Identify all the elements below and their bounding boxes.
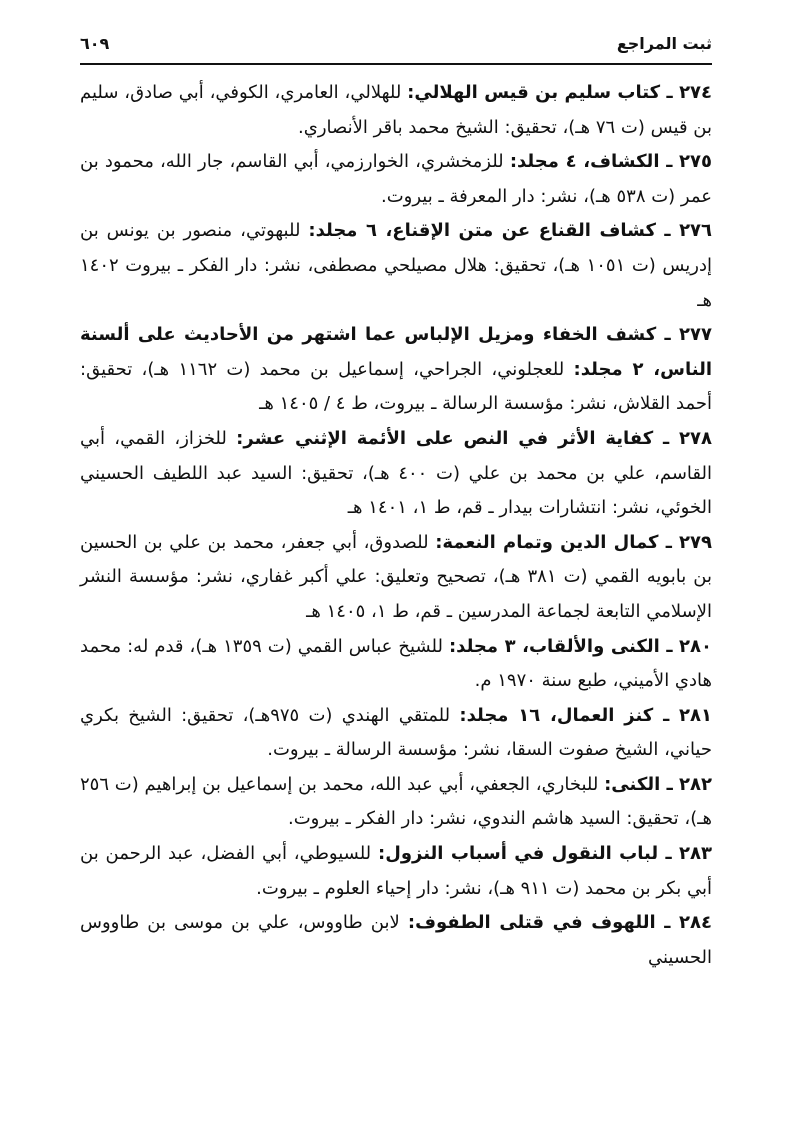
entry-title: لباب النقول في أسباب النزول: — [378, 843, 659, 865]
header-divider — [80, 63, 712, 65]
reference-entry-280 — [80, 630, 712, 699]
reference-entry-274 — [80, 76, 712, 145]
reference-entry-276 — [80, 214, 712, 318]
entry-number: ٢٨٤ ـ — [655, 912, 713, 934]
entry-body: للعجلوني، الجراحي، إسماعيل بن محمد (ت ١١٦٢ هـ)، تحقيق: أحمد القلاش، نشر: مؤسسة الرسالة ـ بيروت، ط ٤ / ١٤٠٥ هـ — [80, 358, 712, 415]
entry-number: ٢٧٨ ـ — [653, 427, 713, 449]
references-list — [80, 76, 712, 975]
entry-body: للمتقي الهندي (ت ٩٧٥هـ)، تحقيق: الشيخ بكري حياني، الشيخ صفوت السقا، نشر: مؤسسة الرسالة ـ بيروت. — [80, 704, 712, 761]
entry-body: للبهوتي، منصور بن يونس بن إدريس (ت ١٠٥١ هـ)، تحقيق: هلال مصيلحي مصطفى، نشر: دار الفكر ـ بيروت ١٤٠٢ هـ — [80, 220, 712, 311]
running-title: ثبت المراجع — [616, 34, 712, 53]
entry-body: للخزاز، القمي، أبي القاسم، علي بن محمد بن علي (ت ٤٠٠ هـ)، تحقيق: السيد عبد اللطيف الحسيني الخوئي، نشر: انتشارات بيدار ـ قم، ط ١، ١٤٠١ هـ — [80, 427, 712, 519]
reference-entry-282 — [80, 768, 712, 837]
entry-number: ٢٨٠ ـ — [659, 635, 713, 657]
entry-body: للزمخشري، الخوارزمي، أبي القاسم، جار الله، محمود بن عمر (ت ٥٣٨ هـ)، نشر: دار المعرفة ـ بيروت. — [80, 151, 712, 207]
entry-title: كفاية الأثر في النص على الأئمة الإثني عشر: — [236, 427, 654, 449]
reference-entry-278 — [80, 422, 712, 526]
entry-title: كشف الخفاء ومزيل الإلباس عما اشتهر من الأحاديث على ألسنة الناس، ٢ مجلد: — [80, 324, 713, 380]
reference-entry-275 — [80, 145, 712, 214]
page-number: ٦٠٩ — [80, 34, 110, 53]
entry-number: ٢٧٦ ـ — [655, 220, 713, 242]
entry-title: كنز العمال، ١٦ مجلد: — [459, 704, 654, 726]
entry-number: ٢٨٢ ـ — [660, 773, 713, 795]
entry-body: للبخاري، الجعفي، أبي عبد الله، محمد بن إسماعيل بن إبراهيم (ت ٢٥٦ هـ)، تحقيق: السيد هاشم الندوي، نشر: دار الفكر ـ بيروت. — [80, 773, 712, 830]
entry-title: كمال الدين وتمام النعمة: — [435, 531, 659, 553]
entry-title: الكشاف، ٤ مجلد: — [509, 151, 660, 173]
reference-entry-277 — [80, 318, 712, 422]
entry-body: للهلالي، العامري، الكوفي، أبي صادق، سليم بن قيس (ت ٧٦ هـ)، تحقيق: الشيخ محمد باقر الأنصاري. — [80, 82, 712, 138]
reference-entry-281 — [80, 699, 712, 768]
entry-number: ٢٨٣ ـ — [658, 843, 713, 865]
entry-body: للشيخ عباس القمي (ت ١٣٥٩ هـ)، قدم له: محمد هادي الأميني، طبع سنة ١٩٧٠ م. — [80, 635, 712, 692]
entry-body: لابن طاووس، علي بن موسى بن طاووس الحسيني — [80, 912, 712, 968]
reference-entry-283 — [80, 837, 712, 906]
entry-body: للصدوق، أبي جعفر، محمد بن علي بن الحسين بن بابويه القمي (ت ٣٨١ هـ)، تصحيح وتعليق: علي أكبر غفاري، نشر: مؤسسة النشر الإسلامي التابعة لجماعة المدرسين ـ قم، ط ١، ١٤٠٥ هـ — [80, 531, 713, 622]
page-header — [80, 34, 712, 58]
reference-entry-284 — [80, 906, 712, 975]
entry-title: اللهوف في قتلى الطفوف: — [407, 912, 656, 934]
entry-title: الكنى والألقاب، ٣ مجلد: — [448, 635, 660, 657]
entry-title: الكنى: — [604, 773, 661, 795]
entry-number: ٢٧٤ ـ — [660, 82, 713, 103]
entry-number: ٢٧٥ ـ — [659, 151, 713, 173]
entry-body: للسيوطي، أبي الفضل، عبد الرحمن بن أبي بكر بن محمد (ت ٩١١ هـ)، نشر: دار إحياء العلوم ـ بيروت. — [80, 843, 712, 899]
reference-entry-279 — [80, 526, 712, 630]
entry-number: ٢٧٩ ـ — [658, 531, 713, 553]
entry-number: ٢٨١ ـ — [653, 704, 713, 726]
entry-title: كتاب سليم بن قيس الهلالي: — [407, 82, 661, 103]
entry-title: كشاف القناع عن متن الإقناع، ٦ مجلد: — [308, 220, 656, 242]
entry-number: ٢٧٧ ـ — [656, 324, 712, 346]
